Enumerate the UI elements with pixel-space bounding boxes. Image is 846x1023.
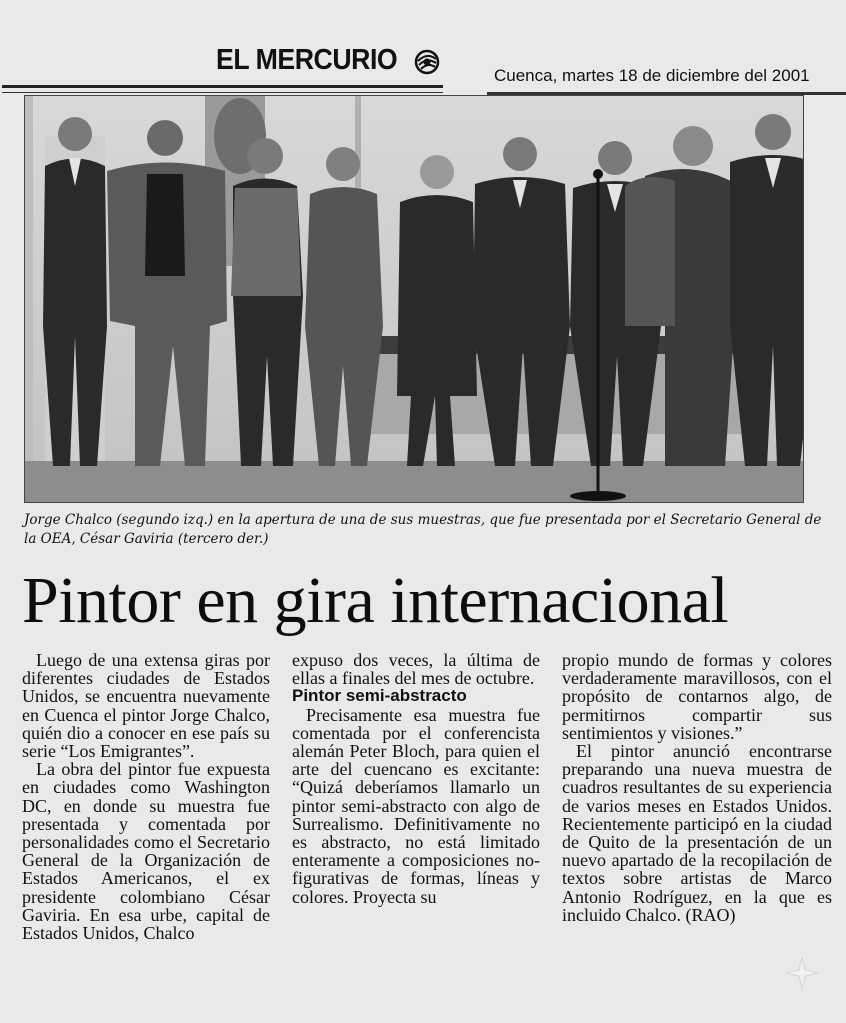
photo-caption: Jorge Chalco (segundo izq.) en la apertura de una de sus muestras, que fue presentada por el Secretario General de la OEA, César Gaviria (tercero der.) xyxy=(24,512,822,547)
paragraph: El pintor anunció encontrarse preparando una nueva muestra de cuadros resultantes de su experiencia de varios meses en Estados Unidos. Recientemente participó en la ciudad de Quito de la presentación de un nuevo apartado de la recopilación de textos sobre artistas de Marco Antonio Rodríguez, en la que es incluido Chalco. (RAO) xyxy=(562,741,832,925)
mercurio-emblem-icon xyxy=(413,48,441,76)
subheading: Pintor semi-abstracto xyxy=(292,686,467,706)
article-column-1 xyxy=(22,651,270,942)
paragraph: Luego de una extensa giras por diferentes ciudades de Estados Unidos, se encuentra nuevamente en Cuenca el pintor Jorge Chalco, quién dio a conocer en ese país su serie “Los Emigrantes”. xyxy=(22,650,270,762)
headline: Pintor en gira internacional xyxy=(22,564,729,637)
dateline: Cuenca, martes 18 de diciembre del 2001 xyxy=(494,66,810,85)
masthead-rule-thin xyxy=(2,92,443,93)
article-column-3 xyxy=(562,651,832,924)
masthead-logo: EL MERCURIO xyxy=(216,44,398,76)
paragraph: expuso dos veces, la última de ellas a finales del mes de octubre. xyxy=(292,650,540,689)
article-column-2 xyxy=(292,651,540,906)
paragraph: propio mundo de formas y colores verdaderamente maravillosos, con el propósito de contarnos algo, de permitirnos compartir sus sentimientos y visiones.” xyxy=(562,650,832,743)
paragraph: La obra del pintor fue expuesta en ciudades como Washington DC, en donde su muestra fue presentada y comentada por personalidades como el Secretario General de la Organización de Estados Americanos, el ex presidente colombiano César Gaviria. En esa urbe, capital de Estados Unidos, Chalco xyxy=(22,759,270,944)
sparkle-icon xyxy=(784,955,820,991)
paragraph: Precisamente esa muestra fue comentada por el conferencista alemán Peter Bloch, para quien el arte del cuencano es excitante: “Quizá deberíamos llamarlo un pintor semi-abstracto con algo de Surrealismo. Definitivamente no es abstracto, no está limitado enteramente a composiciones no-figurativas de formas, líneas y colores. Proyecta su xyxy=(292,704,540,907)
group-photo xyxy=(24,95,804,503)
masthead-rule xyxy=(2,85,443,88)
